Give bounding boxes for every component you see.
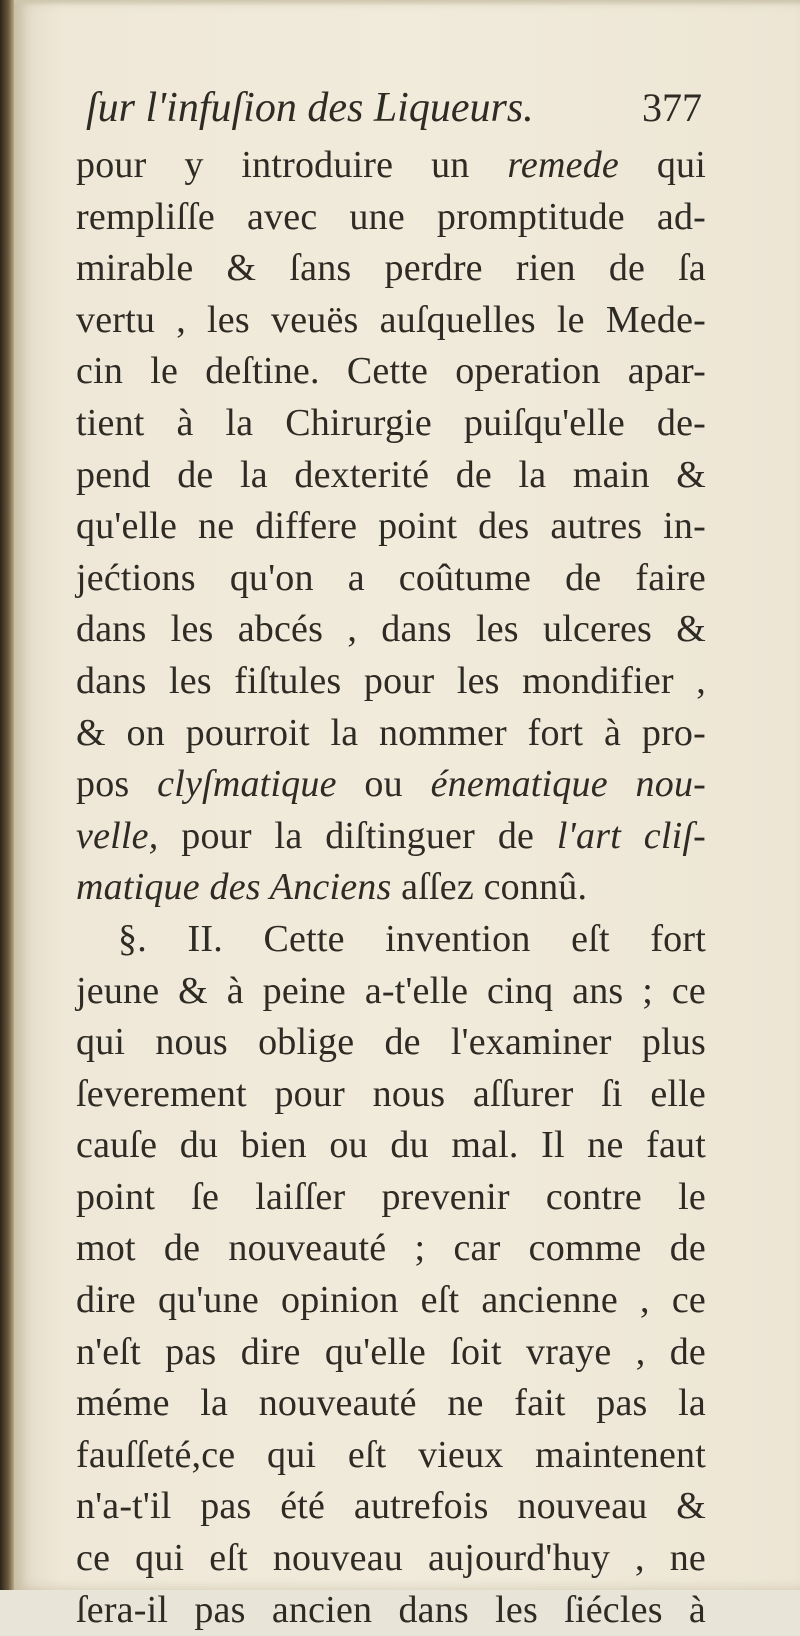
text-line xyxy=(76,1223,706,1275)
text-line xyxy=(76,1533,706,1585)
italic-text-run: énematique nou- xyxy=(430,763,706,806)
text-line xyxy=(76,1017,706,1069)
text-line xyxy=(76,140,706,192)
text-run: ce qui eſt nouveau aujourd'huy , ne xyxy=(76,1537,706,1580)
text-line xyxy=(76,759,706,811)
text-run: jećtions qu'on a coûtume de faire xyxy=(76,556,706,599)
text-line xyxy=(76,295,706,347)
italic-text-run: clyſmatique xyxy=(157,763,337,806)
text-line xyxy=(76,604,706,656)
text-line xyxy=(76,708,706,760)
italic-text-run: l'art cliſ- xyxy=(556,814,706,857)
text-line xyxy=(76,1069,706,1121)
text-run: fauſſeté,ce qui eſt vieux maintenent xyxy=(76,1433,706,1476)
text-run: jeune & à peine a-t'elle cinq ans ; ce xyxy=(76,969,706,1012)
text-run: dans les fiſtules pour les mondifier , xyxy=(76,659,706,702)
text-run: qui nous oblige de l'examiner plus xyxy=(76,1021,706,1064)
text-line xyxy=(76,1481,706,1533)
text-run: mot de nouveauté ; car comme de xyxy=(76,1227,706,1270)
text-line xyxy=(76,862,706,914)
text-run: tient à la Chirurgie puiſqu'elle de- xyxy=(76,401,706,444)
text-run: pend de la dexterité de la main & xyxy=(76,453,706,496)
text-run: n'a-t'il pas été autrefois nouveau & xyxy=(76,1485,706,1528)
running-head-title: ſur l'infuſion des Liqueurs. xyxy=(86,85,534,131)
text-run: cin le deſtine. Cette operation apar- xyxy=(76,350,706,393)
text-run: §. II. Cette invention eſt fort xyxy=(118,917,706,960)
page-text-block xyxy=(76,78,706,1636)
text-run: pos xyxy=(76,763,158,806)
text-line xyxy=(76,1378,706,1430)
text-run: mirable & ſans perdre rien de ſa xyxy=(76,247,706,290)
text-line xyxy=(76,1585,706,1636)
italic-text-run: velle, xyxy=(76,814,159,857)
text-run: & on pourroit la nommer fort à pro- xyxy=(76,711,706,754)
text-run: n'eſt pas dire qu'elle ſoit vraye , de xyxy=(76,1330,706,1373)
text-run: point ſe laiſſer prevenir contre le xyxy=(76,1175,706,1218)
text-run: méme la nouveauté ne fait pas la xyxy=(76,1382,706,1425)
italic-text-run: remede xyxy=(507,144,619,186)
text-line xyxy=(76,1275,706,1327)
text-run: rempliſſe avec une promptitude ad- xyxy=(76,195,706,238)
page-number: 377 xyxy=(642,85,702,130)
text-run: qui xyxy=(618,144,707,186)
text-line xyxy=(76,501,706,553)
text-run: qu'elle ne differe point des autres in- xyxy=(76,505,706,548)
italic-text-run: matique des Anciens xyxy=(76,866,392,909)
text-run: ou xyxy=(336,763,431,806)
text-line xyxy=(76,192,706,244)
text-line xyxy=(76,553,706,605)
text-line xyxy=(76,346,706,398)
text-run: dire qu'une opinion eſt ancienne , ce xyxy=(76,1279,706,1322)
book-binding xyxy=(0,0,14,1590)
text-run: cauſe du bien ou du mal. Il ne faut xyxy=(76,1124,706,1167)
text-line xyxy=(76,966,706,1018)
text-line xyxy=(76,1430,706,1482)
text-line xyxy=(76,243,706,295)
text-run: vertu , les veuës auſquelles le Mede- xyxy=(76,298,706,341)
text-line xyxy=(76,656,706,708)
text-line xyxy=(76,450,706,502)
text-run: ſeverement pour nous aſſurer ſi elle xyxy=(76,1072,706,1115)
text-line xyxy=(76,1172,706,1224)
text-run: ſera-il pas ancien dans les ſiécles à xyxy=(76,1588,706,1631)
text-line xyxy=(76,811,706,863)
page-top-edge xyxy=(14,0,800,6)
text-run: pour y introduire un xyxy=(76,144,508,186)
text-line xyxy=(76,398,706,450)
running-head xyxy=(76,78,706,140)
text-run: dans les abcés , dans les ulceres & xyxy=(76,608,706,651)
text-line xyxy=(76,1327,706,1379)
text-line xyxy=(76,1120,706,1172)
body-text xyxy=(76,140,706,1636)
text-run: pour la diſtinguer de xyxy=(158,814,557,857)
text-line xyxy=(76,914,706,966)
text-run: aſſez connû. xyxy=(391,866,588,909)
